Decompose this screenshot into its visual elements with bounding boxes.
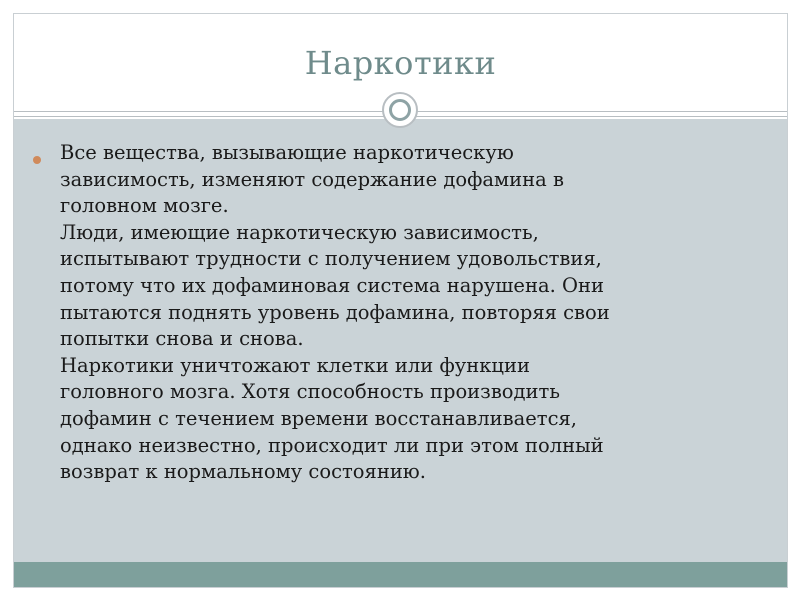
ring-icon — [382, 92, 418, 128]
text-line: однако неизвестно, происходит ли при этом полный — [60, 433, 604, 457]
slide-title: Наркотики — [304, 44, 497, 82]
text-line: попытки снова и снова. — [60, 327, 304, 351]
text-line: Все вещества, вызывающие наркотическую — [60, 141, 514, 164]
text-line: Люди, имеющие наркотическую зависимость, — [60, 220, 539, 244]
text-line: потому что их дофаминовая система нарушена. Они — [60, 273, 604, 297]
bullet-text — [60, 140, 770, 486]
text-line: пытаются поднять уровень дофамина, повторяя свои — [60, 300, 610, 324]
bullet-dot-icon — [33, 156, 41, 164]
text-line: головном мозге. — [60, 194, 229, 218]
text-line: зависимость, изменяют содержание дофамина в — [60, 167, 564, 191]
text-line: возврат к нормальному состоянию. — [60, 460, 426, 484]
ring-inner-icon — [389, 99, 411, 121]
text-line: испытывают трудности с получением удовольствия, — [60, 247, 602, 271]
slide — [13, 13, 788, 588]
footer-band — [14, 562, 787, 587]
text-line: дофамин с течением времени восстанавливается, — [60, 406, 577, 430]
text-line: Наркотики уничтожают клетки или функции — [60, 353, 530, 377]
text-line: головного мозга. Хотя способность производить — [60, 380, 560, 404]
